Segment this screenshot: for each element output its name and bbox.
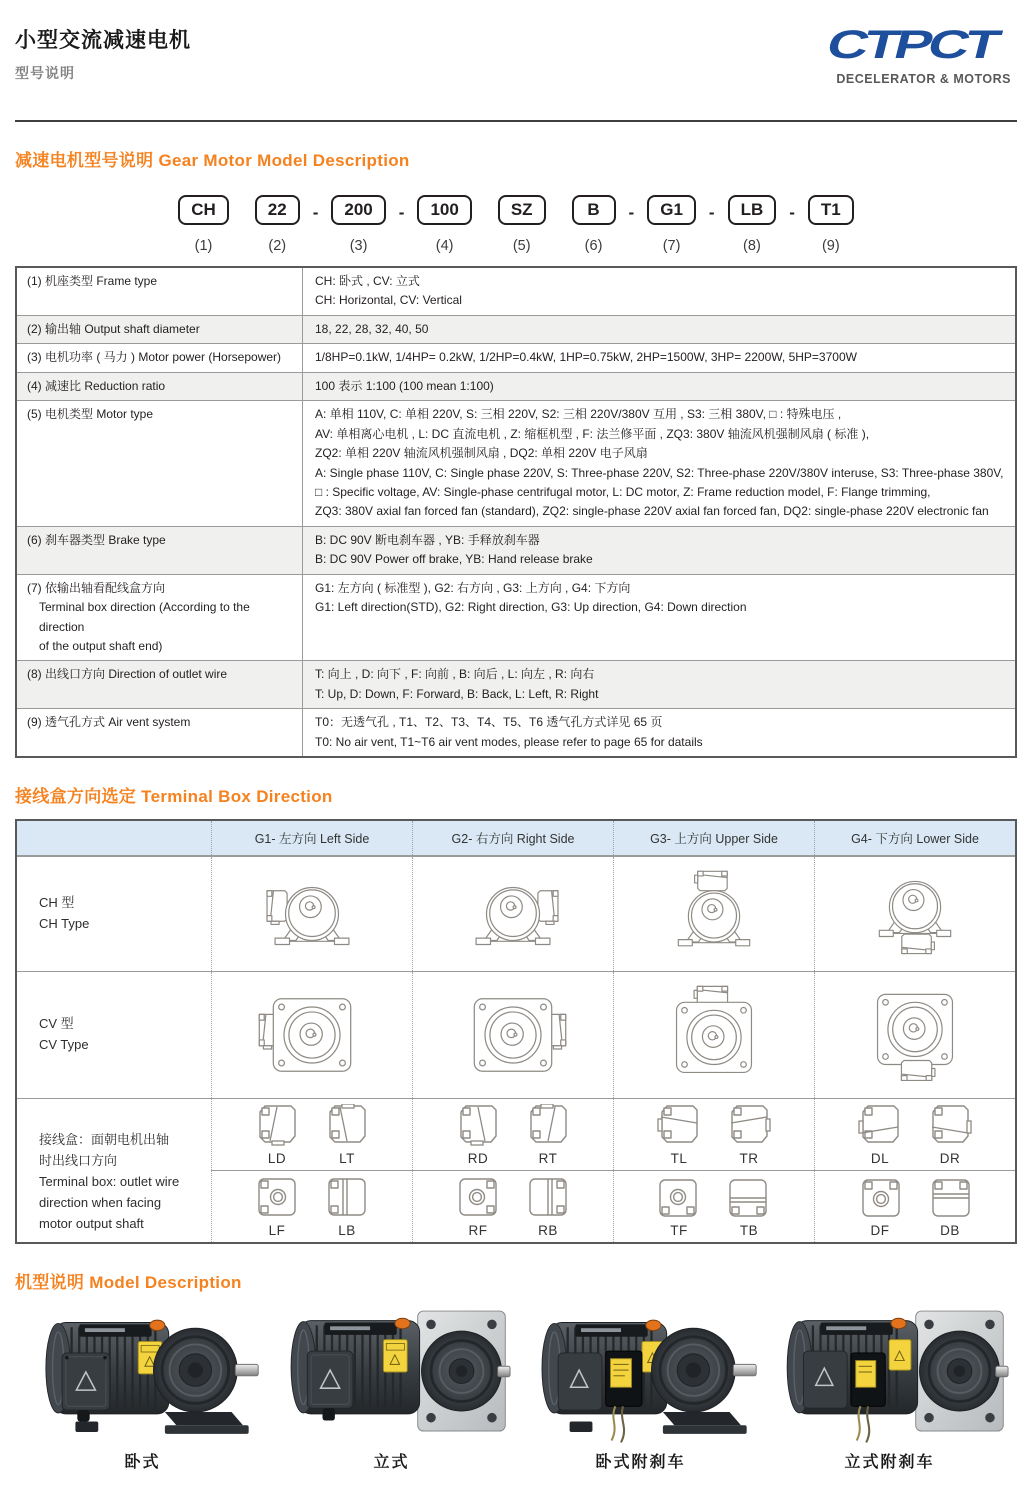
terminal-box-icon-lb [324, 1176, 370, 1218]
outlet-label: TL [670, 1150, 688, 1166]
text-line: CH 型 [39, 895, 75, 911]
outlet-label: TF [670, 1222, 688, 1238]
outlet-label: RF [468, 1222, 488, 1238]
model-label-vertical: 立式 [373, 1454, 410, 1472]
text-line: of the output shaft end) [39, 639, 163, 653]
outlet-figure [656, 1104, 702, 1166]
cell-ch-g3 [613, 857, 814, 971]
terminal-box-icon-lf [254, 1176, 300, 1218]
model-item-horizontal [19, 1299, 266, 1472]
code-dash: - [628, 203, 635, 222]
outlet-figure [254, 1176, 300, 1238]
text-line: (6) 刹车器类型 Brake type [27, 532, 166, 547]
terminal-box-icon-dl [857, 1104, 903, 1146]
model-code-segment [728, 195, 777, 254]
text-line: direction when facing [39, 1195, 162, 1211]
cell-ch-g1 [211, 857, 412, 971]
cell-outlet-g3-top [613, 1099, 814, 1170]
outlet-figure [927, 1176, 973, 1238]
table-row [17, 343, 1015, 371]
model-code-number: (7) [662, 238, 681, 254]
terminal-box-icon-ld [254, 1104, 300, 1146]
brand-logo-icon [821, 24, 1011, 66]
outlet-figure [324, 1104, 370, 1166]
cv-motor-bottom-terminal-diagram [859, 980, 971, 1090]
text-line: motor output shaft [39, 1216, 144, 1232]
cell-outlet-g1-top [211, 1099, 412, 1170]
text-line: Terminal box: outlet wire [39, 1174, 180, 1190]
outlet-label: TB [739, 1222, 759, 1238]
text-line: (9) 透气孔方式 Air vent system [27, 715, 191, 730]
model-item-vertical [268, 1299, 515, 1472]
model-code-number: (8) [743, 238, 761, 254]
code-dash: - [708, 203, 715, 222]
model-code-number: (2) [268, 238, 287, 254]
text-line: 1/8HP=0.1kW, 1/4HP= 0.2kW, 1/2HP=0.4kW, 1HP=0.75kW, 2HP=1500W, 3HP= 2200W, 5HP=3700W [315, 350, 857, 365]
model-code-box: 200 [331, 195, 385, 225]
model-code-segment [417, 195, 471, 254]
table-row [17, 268, 1015, 315]
row-label-cv [17, 972, 211, 1098]
text-line: 100 表示 1:100 (100 mean 1:100) [315, 378, 494, 393]
outlet-label: DL [870, 1150, 890, 1166]
ch-motor-bottom-terminal-diagram [862, 862, 968, 966]
cell-outlet-g2-bottom [412, 1171, 613, 1242]
table-row [17, 372, 1015, 400]
model-code-number: (3) [349, 238, 368, 254]
spec-label [17, 527, 303, 574]
code-dash: - [789, 203, 795, 222]
cell-cv-g2 [412, 972, 613, 1098]
model-code-segment [572, 195, 616, 254]
outlet-label: RD [467, 1150, 489, 1166]
terminal-box-icon-df [857, 1176, 903, 1218]
outlet-label: DF [870, 1222, 890, 1238]
row-label-ch [17, 857, 211, 971]
spec-value [303, 373, 1015, 400]
cv-motor-top-terminal-diagram [658, 980, 770, 1090]
text-line: (8) 出线口方向 Direction of outlet wire [27, 667, 228, 682]
text-line: T0：无透气孔 , T1、T2、T3、T4、T5、T6 透气孔方式详见 65 页 [315, 715, 663, 730]
model-code-row [15, 195, 1017, 254]
outlet-figure [254, 1104, 300, 1166]
terminal-box-icon-rf [455, 1176, 501, 1218]
text-line: CH: Horizontal, CV: Vertical [315, 293, 462, 308]
cv-motor-left-terminal-diagram [256, 980, 368, 1090]
outlet-subrow-top [211, 1099, 1015, 1170]
outlet-label: TR [739, 1150, 759, 1166]
ch-motor-left-terminal-diagram [259, 862, 365, 966]
text-line: (5) 电机类型 Motor type [27, 407, 154, 422]
outlet-label: LF [268, 1222, 286, 1238]
terminal-box-icon-tr [726, 1104, 772, 1146]
table-row-ch-type [17, 856, 1015, 971]
text-line: (1) 机座类型 Frame type [27, 274, 158, 288]
text-line: ZQ2: 单相 220V 轴流风机强制风扇 , DQ2: 单相 220V 电子风扇 [315, 446, 648, 461]
outlet-label: LB [338, 1222, 356, 1238]
text-line: CH Type [39, 916, 90, 932]
section1-heading-en: Gear Motor Model Description [158, 151, 410, 170]
header-divider [15, 120, 1017, 122]
cell-cv-g1 [211, 972, 412, 1098]
spec-label [17, 316, 303, 343]
page-subtitle: 型号说明 [15, 65, 75, 81]
cell-outlet-g4-top [814, 1099, 1015, 1170]
text-line: B: DC 90V Power off brake, YB: Hand release brake [315, 552, 593, 567]
section2-heading-en: Terminal Box Direction [141, 787, 333, 807]
model-code-box: T1 [808, 195, 854, 225]
outlet-figure [455, 1176, 501, 1238]
spec-label [17, 268, 303, 315]
text-line: 18, 22, 28, 32, 40, 50 [315, 321, 429, 336]
model-code-segment [498, 195, 546, 254]
model-item-horizontal-brake [517, 1299, 764, 1472]
motor-photo-vertical [273, 1299, 511, 1445]
model-code-box: 22 [255, 195, 300, 225]
outlet-grid [211, 1099, 1015, 1242]
outlet-label: LD [267, 1150, 287, 1166]
model-code-segment [647, 195, 696, 254]
text-line: CH: 卧式 , CV: 立式 [315, 274, 420, 288]
table-row [17, 660, 1015, 708]
outlet-figure [857, 1176, 903, 1238]
table-row-outlet-direction [17, 1098, 1015, 1242]
model-code-number: (4) [435, 238, 454, 254]
text-line: 时出线口方向 [39, 1153, 118, 1169]
text-line: (3) 电机功率 ( 马力 ) Motor power (Horsepower) [27, 350, 282, 365]
model-code-box: LB [728, 195, 777, 225]
terminal-box-icon-dr [927, 1104, 973, 1146]
terminal-box-icon-lt [324, 1104, 370, 1146]
outlet-figure [726, 1104, 772, 1166]
cell-cv-g4 [814, 972, 1015, 1098]
outlet-figure [455, 1104, 501, 1166]
model-label-horizontal-brake: 卧式附刹车 [595, 1454, 686, 1472]
outlet-figure [324, 1176, 370, 1238]
code-dash: - [312, 203, 319, 222]
code-dash: - [398, 203, 405, 222]
spec-value [303, 527, 1015, 574]
model-code-number: (1) [194, 238, 213, 254]
header-cell-g2: G2- 右方向 Right Side [412, 821, 613, 855]
header-cell-g4: G4- 下方向 Lower Side [814, 821, 1015, 855]
terminal-box-icon-rt [525, 1104, 571, 1146]
cell-outlet-g2-top [412, 1099, 613, 1170]
outlet-figure [726, 1176, 772, 1238]
text-line: (2) 输出轴 Output shaft diameter [27, 321, 200, 336]
section3-heading-en: Model Description [89, 1273, 242, 1293]
spec-table [15, 266, 1017, 758]
cell-ch-g2 [412, 857, 613, 971]
text-line: Terminal box direction (According to the direction [39, 600, 250, 634]
spec-value [303, 344, 1015, 371]
text-line: ZQ3: 380V axial fan forced fan (standard), ZQ2: single-phase 220V axial fan forced fan, DQ2: single-phase 220V electronic fan [315, 504, 989, 519]
outlet-label: DB [940, 1222, 960, 1238]
header-cell-g3: G3- 上方向 Upper Side [613, 821, 814, 855]
table-row [17, 574, 1015, 661]
terminal-box-icon-db [927, 1176, 973, 1218]
spec-label [17, 344, 303, 371]
terminal-box-icon-tl [656, 1104, 702, 1146]
section3-heading-cn: 机型说明 [15, 1273, 85, 1293]
spec-value [303, 316, 1015, 343]
table-row [17, 526, 1015, 574]
model-item-vertical-brake [766, 1299, 1013, 1472]
header-cell-blank [17, 821, 211, 855]
text-line: (4) 减速比 Reduction ratio [27, 378, 166, 393]
text-line: T: Up, D: Down, F: Forward, B: Back, L: Left, R: Right [315, 686, 599, 701]
spec-label [17, 373, 303, 400]
text-line: 接线盒：面朝电机出轴 [39, 1132, 170, 1148]
model-code-number: (5) [512, 238, 531, 254]
motor-photo-horizontal-brake [522, 1299, 760, 1445]
text-line: A: 单相 110V, C: 单相 220V, S: 三相 220V, S2: 三相 220V/380V 互用 , S3: 三相 380V, □ : 特殊电压 , [315, 407, 842, 422]
terminal-box-icon-rb [525, 1176, 571, 1218]
terminal-direction-table [15, 819, 1017, 1244]
section1-heading-cn: 减速电机型号说明 [15, 151, 154, 170]
section2-heading-cn: 接线盒方向选定 [15, 787, 137, 807]
spec-value [303, 401, 1015, 526]
text-line: □ : Specific voltage, AV: Single-phase centrifugal motor, L: DC motor, Z: Frame reduction model, F: Flange trimming, [315, 484, 931, 499]
section-heading-model-description [15, 146, 1017, 171]
table-row [17, 400, 1015, 526]
text-line: AV: 单相离心电机 , L: DC 直流电机 , Z: 缩框机型 , F: 法兰修平面 , ZQ3: 380V 轴流风机强制风扇 ( 标准 ), [315, 426, 870, 441]
model-photo-row [15, 1299, 1017, 1472]
model-label-vertical-brake: 立式附刹车 [844, 1454, 935, 1472]
outlet-label: RT [538, 1150, 558, 1166]
terminal-box-icon-tf [656, 1176, 702, 1218]
spec-value [303, 575, 1015, 661]
text-line: G1: Left direction(STD), G2: Right direction, G3: Up direction, G4: Down direction [315, 600, 747, 615]
terminal-box-icon-tb [726, 1176, 772, 1218]
model-code-box: CH [178, 195, 229, 225]
outlet-label: DR [939, 1150, 961, 1166]
row-label-terminal-note [17, 1099, 211, 1242]
text-line: T0: No air vent, T1~T6 air vent modes, please refer to page 65 for datails [315, 734, 703, 749]
text-line: (7) 依输出轴看配线盒方向 [27, 580, 166, 595]
outlet-figure [927, 1104, 973, 1166]
outlet-subrow-bottom [211, 1170, 1015, 1242]
model-code-segment [255, 195, 300, 254]
model-code-number: (9) [821, 238, 840, 254]
cell-outlet-g4-bottom [814, 1171, 1015, 1242]
section-heading-model-types [15, 1268, 1017, 1293]
spec-label [17, 661, 303, 708]
outlet-label: LT [339, 1150, 355, 1166]
page-header [15, 24, 1017, 112]
text-line: CV Type [39, 1037, 89, 1053]
text-line: G1: 左方向 ( 标准型 ), G2: 右方向 , G3: 上方向 , G4: 下方向 [315, 580, 631, 595]
table-row [17, 708, 1015, 756]
spec-value [303, 661, 1015, 708]
model-code-segment [808, 195, 854, 254]
table-row [17, 315, 1015, 343]
model-code-box: 100 [417, 195, 471, 225]
cv-motor-right-terminal-diagram [457, 980, 569, 1090]
model-code-segment [331, 195, 385, 254]
cell-cv-g3 [613, 972, 814, 1098]
page-title: 小型交流减速电机 [15, 29, 191, 52]
cell-outlet-g1-bottom [211, 1171, 412, 1242]
spec-label [17, 709, 303, 756]
ch-motor-top-terminal-diagram [661, 862, 767, 966]
header-cell-g1: G1- 左方向 Left Side [211, 821, 412, 855]
cell-ch-g4 [814, 857, 1015, 971]
brand-logo [821, 24, 1011, 86]
text-line: CV 型 [39, 1016, 74, 1032]
brand-tagline: DECELERATOR & MOTORS [836, 72, 1011, 86]
text-line: T: 向上 , D: 向下 , F: 向前 , B: 向后 , L: 向左 , R: 向右 [315, 667, 595, 682]
outlet-figure [525, 1176, 571, 1238]
spec-value [303, 268, 1015, 315]
table-row-cv-type [17, 971, 1015, 1098]
ch-motor-right-terminal-diagram [460, 862, 566, 966]
model-code-box: B [572, 195, 616, 225]
outlet-figure [525, 1104, 571, 1166]
motor-photo-horizontal [24, 1299, 262, 1445]
model-code-box: G1 [647, 195, 696, 225]
brand-logo-text: CTPCT [822, 24, 952, 66]
motor-photo-vertical-brake [771, 1299, 1009, 1445]
outlet-label: RB [538, 1222, 558, 1238]
cell-outlet-g3-bottom [613, 1171, 814, 1242]
spec-value [303, 709, 1015, 756]
terminal-box-icon-rd [455, 1104, 501, 1146]
model-code-segment [178, 195, 229, 254]
spec-label [17, 401, 303, 526]
terminal-table-header [17, 821, 1015, 856]
spec-label [17, 575, 303, 661]
section-heading-terminal-box [15, 782, 1017, 807]
text-line: B: DC 90V 断电刹车器 , YB: 手释放刹车器 [315, 532, 540, 547]
outlet-figure [656, 1176, 702, 1238]
model-code-box: SZ [498, 195, 546, 225]
outlet-figure [857, 1104, 903, 1166]
model-code-number: (6) [584, 238, 603, 254]
text-line: A: Single phase 110V, C: Single phase 220V, S: Three-phase 220V, S2: Three-phase 220V/380V interuse, S3: Three-phase 380V, [315, 465, 1004, 480]
model-label-horizontal: 卧式 [124, 1454, 161, 1472]
